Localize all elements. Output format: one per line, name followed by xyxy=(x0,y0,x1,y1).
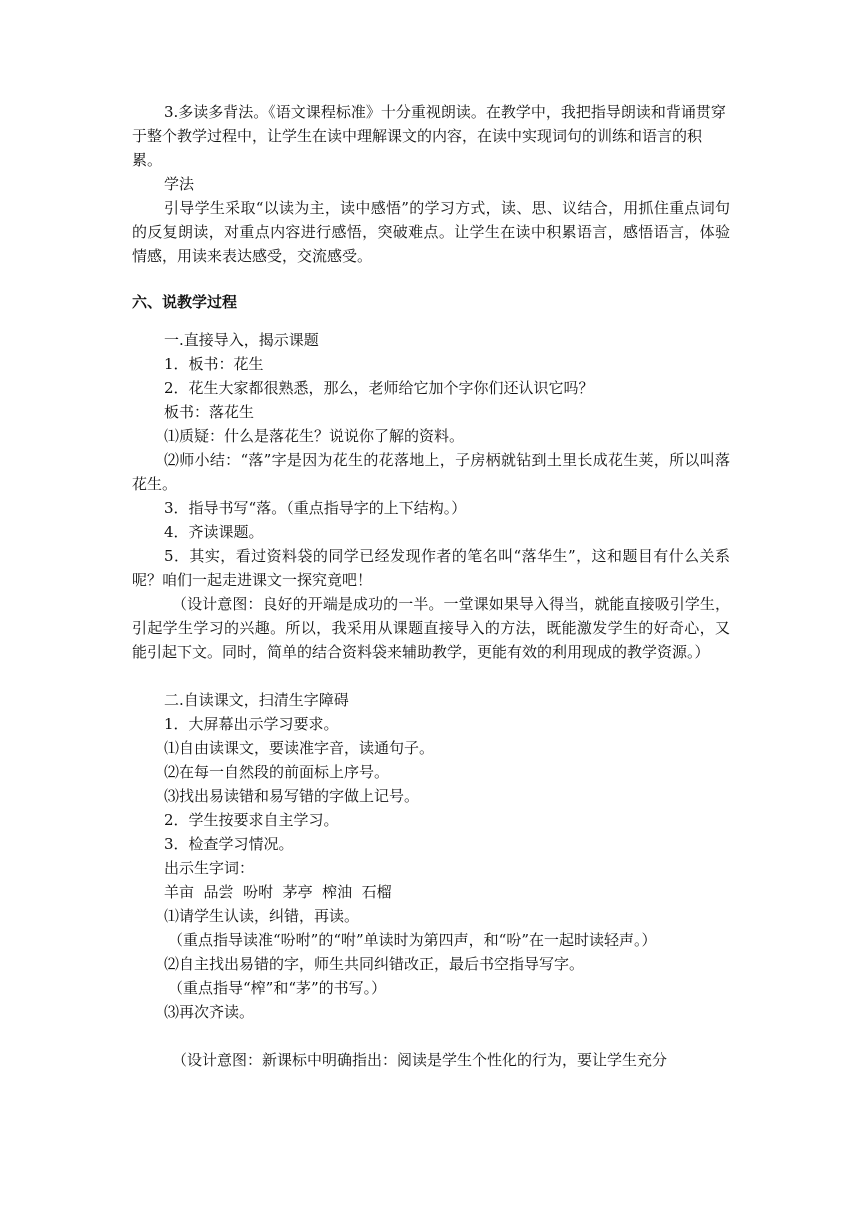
section-2-line-1: 1．大屏幕出示学习要求。 xyxy=(164,715,339,733)
section-2-line-13: ⑶再次齐读。 xyxy=(164,1003,255,1021)
spacer xyxy=(132,1024,730,1048)
section-1-design-intent: （设计意图：良好的开端是成功的一半。一堂课如果导入得当，就能直接吸引学生，引起学生学习的兴趣。所以，我采用从课题直接导入的方法，既能激发学生的好奇心，又能引起下文。同时，简单的结合资料袋来辅助教学，更能有效的利用现成的教学资源。） xyxy=(132,595,730,661)
section-1-line-6: 3．指导书写“落。（重点指导字的上下结构。） xyxy=(164,499,467,517)
spacer xyxy=(132,314,730,328)
section-2-line-9: ⑴请学生认读，纠错，再读。 xyxy=(164,907,360,925)
spacer xyxy=(132,268,730,282)
paragraph-xuefa-body: 引导学生采取“以读为主，读中感悟”的学习方式，读、思、议结合，用抓住重点词句的反复朗读，对重点内容进行感悟，突破难点。让学生在读中积累语言，感悟语言，体验情感，用读来表达感受，交流感受。 xyxy=(132,199,730,265)
section-2-word-list: 羊亩 品尝 吩咐 茅亭 榨油 石榴 xyxy=(164,883,392,901)
section-2-line-3: ⑵在每一自然段的前面标上序号。 xyxy=(164,763,390,781)
section-1-title: 一.直接导入，揭示课题 xyxy=(164,331,319,349)
paragraph-method-3-line1: 3.多读多背法。《语文课程标准》十分重视朗读。在教学中，我把指导朗读和背诵贯穿 xyxy=(164,103,726,121)
section-1-line-5: ⑵师小结：“落”字是因为花生的花落地上，子房柄就钻到土里长成花生荚，所以叫落花生。 xyxy=(132,451,730,493)
section-1-line-8: 5．其实，看过资料袋的同学已经发现作者的笔名叫“落华生”，这和题目有什么关系呢？咱们一起走进课文一探究竟吧！ xyxy=(132,547,730,589)
section-1-line-7: 4．齐读课题。 xyxy=(164,523,264,541)
section-2-line-6: 3．检查学习情况。 xyxy=(164,835,294,853)
section-2-line-11: ⑵自主找出易错的字，师生共同纠错改正，最后书空指导写字。 xyxy=(164,955,585,973)
subheading-xuefa: 学法 xyxy=(164,175,195,193)
section-2-line-7: 出示生字词： xyxy=(164,859,255,877)
section-1-line-4: ⑴质疑：什么是落花生？说说你了解的资料。 xyxy=(164,427,465,445)
section-1-line-1: 1．板书：花生 xyxy=(164,355,264,373)
section-2-line-5: 2．学生按要求自主学习。 xyxy=(164,811,339,829)
section-2-line-4: ⑶找出易读错和易写错的字做上记号。 xyxy=(164,787,420,805)
section-heading-6: 六、说教学过程 xyxy=(132,293,238,311)
section-2-line-10: （重点指导读准“吩咐”的“咐”单读时为第四声，和“吩”在一起时读轻声。） xyxy=(168,931,657,949)
section-1-line-3: 板书：落花生 xyxy=(164,403,255,421)
spacer xyxy=(132,664,730,688)
section-2-design-intent: （设计意图：新课标中明确指出：阅读是学生个性化的行为，要让学生充分 xyxy=(172,1051,668,1069)
section-2-line-12: （重点指导“榨”和“茅”的书写。） xyxy=(168,979,387,997)
section-2-line-2: ⑴自由读课文，要读准字音，读通句子。 xyxy=(164,739,435,757)
section-2-title: 二.自读课文，扫清生字障碍 xyxy=(164,691,349,709)
paragraph-method-3-line2: 于整个教学过程中，让学生在读中理解课文的内容，在读中实现词句的训练和语言的积累。 xyxy=(132,127,703,169)
section-1-line-2: 2．花生大家都很熟悉，那么，老师给它加个字你们还认识它吗？ xyxy=(164,379,594,397)
